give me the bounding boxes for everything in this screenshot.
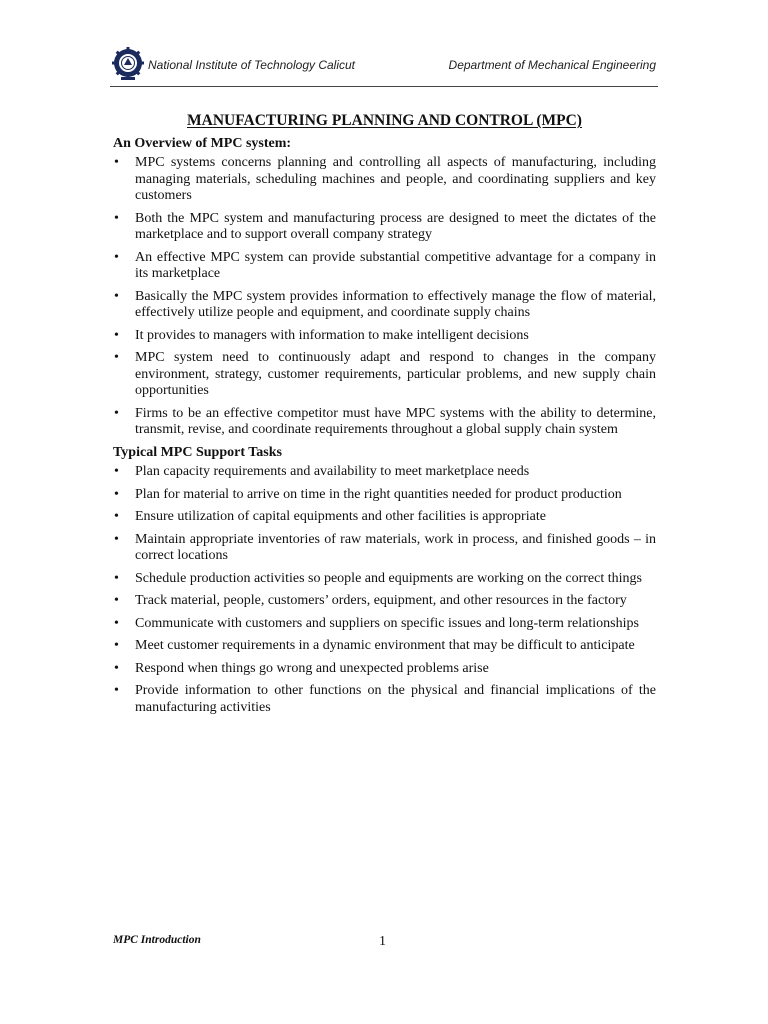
department-name: Department of Mechanical Engineering — [448, 58, 656, 72]
nitc-emblem-icon — [110, 46, 146, 82]
institute-name: National Institute of Technology Calicut — [148, 58, 356, 72]
list-item: • MPC systems concerns planning and controlling all aspects of manufacturing, including managing materials, scheduling machines and people, and coordinating suppliers and key customers — [113, 155, 656, 205]
section-heading-overview: An Overview of MPC system: — [113, 135, 292, 151]
list-item: • Plan capacity requirements and availability to meet marketplace needs — [113, 464, 656, 481]
list-item: • It provides to managers with information to make intelligent decisions — [113, 328, 656, 345]
document-body — [113, 113, 656, 722]
page-header — [110, 46, 658, 87]
list-item: • Plan for material to arrive on time in the right quantities needed for product production — [113, 487, 656, 504]
list-item: • MPC system need to continuously adapt and respond to changes in the company environment, strategy, customer requirements, particular problems, and new supply chain opportunities — [113, 350, 656, 400]
document-title: MANUFACTURING PLANNING AND CONTROL (MPC) — [187, 112, 582, 129]
list-item: • Firms to be an effective competitor must have MPC systems with the ability to determine, transmit, revise, and coordinate requirements throughout a global supply chain system — [113, 406, 656, 439]
list-item: • Schedule production activities so people and equipments are working on the correct things — [113, 571, 656, 588]
list-item: • Ensure utilization of capital equipments and other facilities is appropriate — [113, 509, 656, 526]
list-item: • Meet customer requirements in a dynamic environment that may be difficult to anticipate — [113, 638, 656, 655]
support-tasks-list — [113, 464, 656, 716]
footer-title: MPC Introduction — [113, 934, 201, 946]
list-item: • Both the MPC system and manufacturing process are designed to meet the dictates of the marketplace and to support overall company strategy — [113, 211, 656, 244]
list-item: • An effective MPC system can provide substantial competitive advantage for a company in its marketplace — [113, 250, 656, 283]
page-number: 1 — [379, 934, 386, 949]
list-item: • Maintain appropriate inventories of raw materials, work in process, and finished goods – in correct locations — [113, 532, 656, 565]
list-item: • Provide information to other functions on the physical and financial implications of the manufacturing activities — [113, 683, 656, 716]
list-item: • Respond when things go wrong and unexpected problems arise — [113, 661, 656, 678]
section-heading-support-tasks: Typical MPC Support Tasks — [113, 444, 282, 460]
list-item: • Track material, people, customers’ orders, equipment, and other resources in the factory — [113, 593, 656, 610]
list-item: • Basically the MPC system provides information to effectively manage the flow of material, effectively utilize people and equipment, and coordinate supply chains — [113, 289, 656, 322]
overview-list — [113, 155, 656, 439]
list-item: • Communicate with customers and suppliers on specific issues and long-term relationships — [113, 616, 656, 633]
